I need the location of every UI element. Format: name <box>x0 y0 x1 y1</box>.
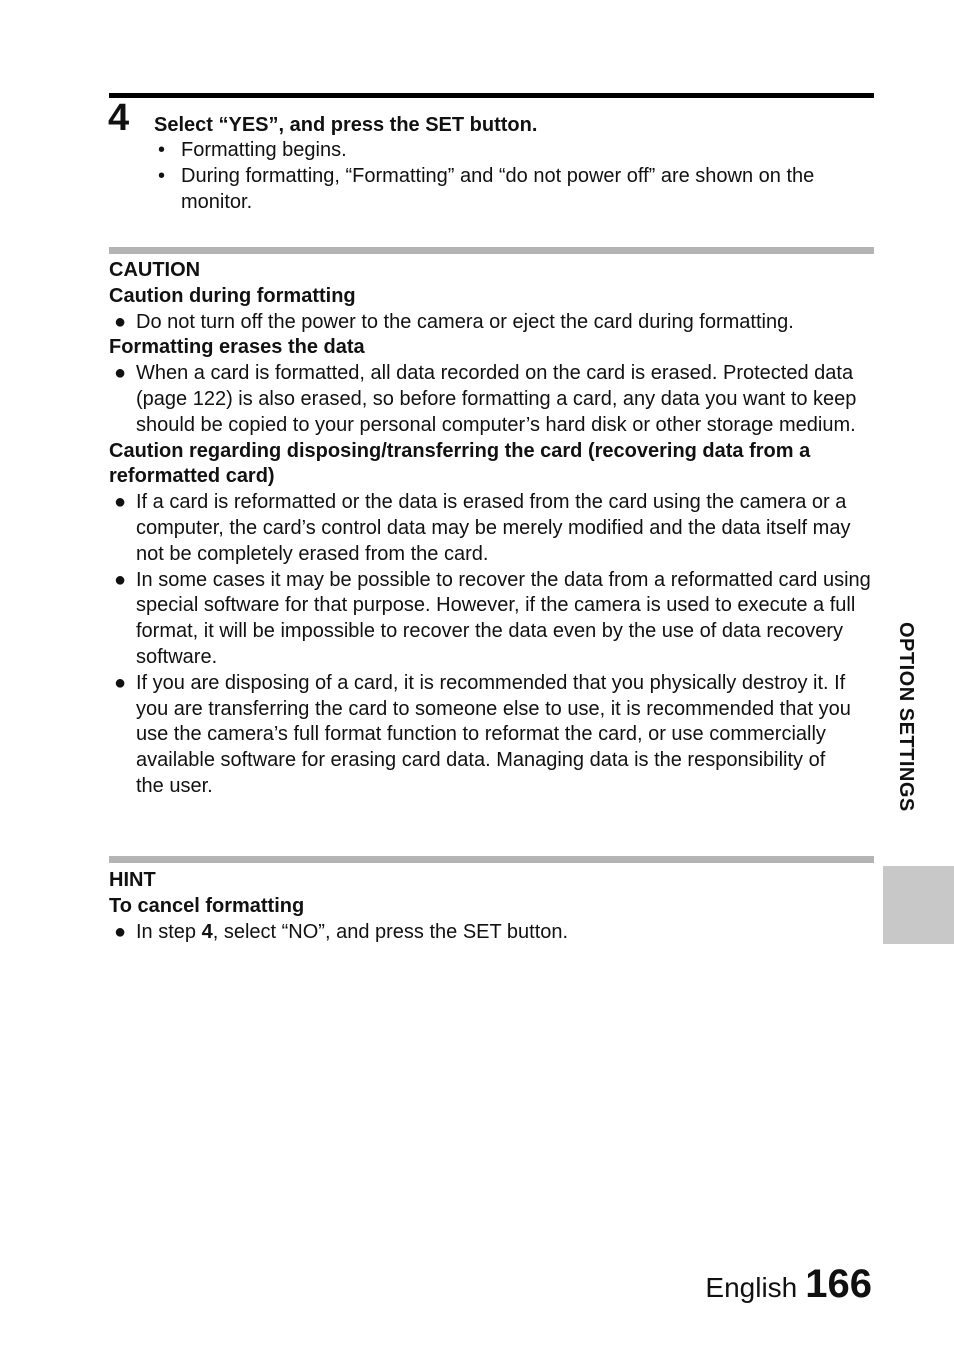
caution-subheading: Caution regarding disposing/transferring the card (recovering data from a reformatted card) <box>109 439 811 488</box>
hint-step-ref: 4 <box>201 920 213 943</box>
hint-heading: HINT <box>109 869 156 891</box>
bullet-icon: ● <box>114 671 127 694</box>
bullet-icon: ● <box>114 920 127 943</box>
hint-text-prefix: In step <box>136 920 202 943</box>
step-title: Select “YES”, and press the SET button. <box>154 114 538 136</box>
list-item <box>154 163 864 215</box>
bullet-icon: ● <box>114 310 127 333</box>
bullet-text <box>136 920 879 946</box>
page-footer <box>705 1262 872 1307</box>
footer-language: English <box>705 1272 798 1303</box>
caution-divider <box>109 247 874 254</box>
bullet-text: Do not turn off the power to the camera or eject the card during formatting. <box>136 310 794 333</box>
bullet-text: When a card is formatted, all data recorded on the card is erased. Protected data (page 122) is also erased, so before formatting a card, any data you want to keep should be copied to your personal computer’s hard disk or other storage medium. <box>136 362 857 436</box>
bullet-text: Formatting begins. <box>181 139 347 161</box>
page-number: 166 <box>805 1262 872 1306</box>
hint-divider <box>109 856 874 863</box>
bullet-text: During formatting, “Formatting” and “do not power off” are shown on the monitor. <box>181 165 815 213</box>
step-number: 4 <box>108 97 130 139</box>
side-tab-marker <box>883 866 954 944</box>
list-item <box>154 137 864 163</box>
hint-text-suffix: , select “NO”, and press the SET button. <box>212 920 569 943</box>
list-item <box>109 490 879 567</box>
caution-subheading: Formatting erases the data <box>109 336 365 359</box>
side-section-label: OPTION SETTINGS <box>895 622 917 812</box>
top-rule <box>109 93 874 98</box>
bullet-icon: ● <box>114 491 127 514</box>
list-item <box>109 671 879 800</box>
bullet-icon: • <box>158 139 166 161</box>
bullet-icon: ● <box>114 362 127 385</box>
list-item <box>109 920 879 946</box>
bullet-text: In some cases it may be possible to recover the data from a reformatted card using special software for that purpose. However, if the camera is used to execute a full format, it will be impossible to recover the data even by the use of data recovery software. <box>136 568 871 668</box>
list-item <box>109 568 879 671</box>
bullet-icon: ● <box>114 568 127 591</box>
caution-section <box>109 258 879 800</box>
bullet-text: If you are disposing of a card, it is recommended that you physically destroy it. If you are transferring the card to someone else to use, it is recommended that you use the camera’s full format function to reformat the card, or use commercially available software for erasing card data. Managing data is the responsibility of the user. <box>136 671 851 797</box>
caution-heading: CAUTION <box>109 259 201 281</box>
hint-section <box>109 868 879 945</box>
caution-subheading: Caution during formatting <box>109 284 356 307</box>
list-item <box>109 310 879 336</box>
list-item <box>109 361 879 438</box>
bullet-icon: • <box>158 165 166 187</box>
hint-subheading: To cancel formatting <box>109 894 305 917</box>
step-bullet-list <box>154 137 864 215</box>
bullet-text: If a card is reformatted or the data is erased from the card using the camera or a computer, the card’s control data may be merely modified and the data itself may not be completely erased from the card. <box>136 491 851 565</box>
